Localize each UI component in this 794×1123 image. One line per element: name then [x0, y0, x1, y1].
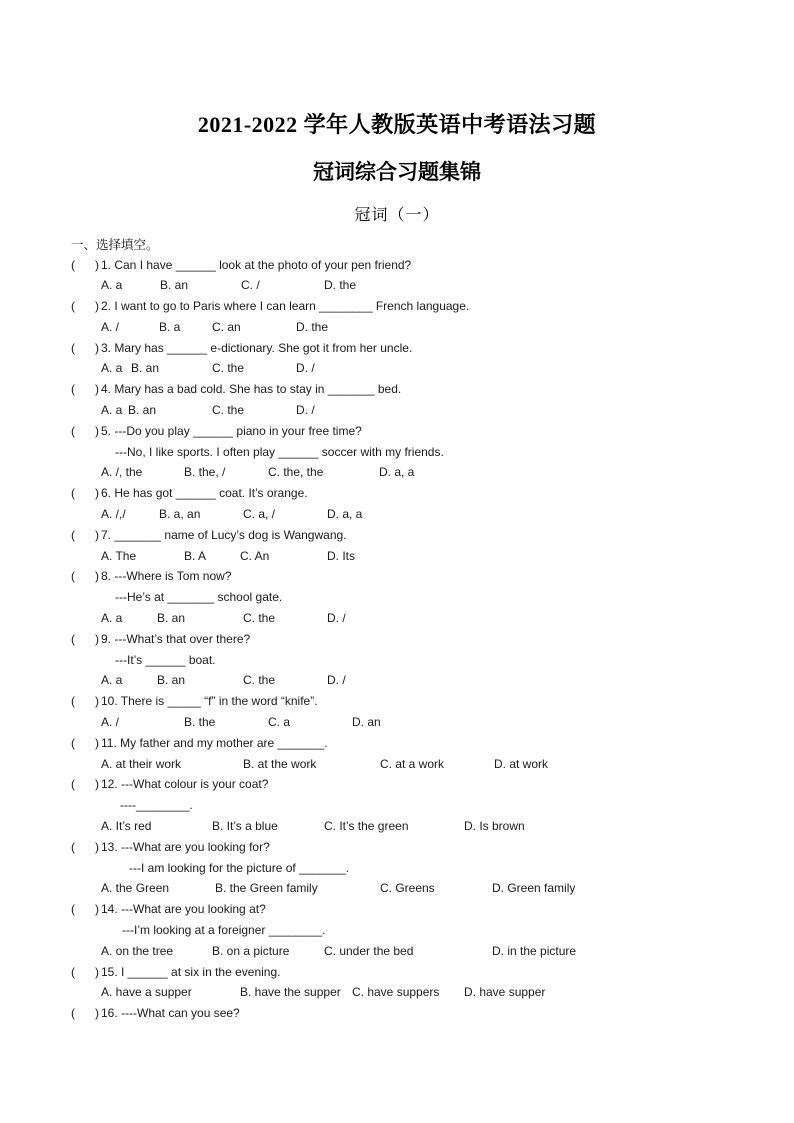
question-text: 6. He has got ______ coat. It’s orange. [101, 486, 308, 500]
option-b: B. a [159, 320, 181, 334]
option-c: C. the [243, 611, 276, 625]
option-d: D. the [324, 278, 357, 292]
option-a: A. a [101, 361, 123, 375]
paren-open: ( [71, 424, 75, 438]
question-text: 4. Mary has a bad cold. She has to stay in _______ bed. [101, 382, 402, 396]
dialogue-response: ---I am looking for the picture of _______. [129, 861, 350, 875]
option-a: A. a [101, 278, 123, 292]
option-c: C. an [212, 320, 241, 334]
option-d: D. / [296, 403, 315, 417]
paren-close: ) [95, 736, 99, 750]
paren-close: ) [95, 258, 99, 272]
option-b: B. an [128, 403, 157, 417]
option-a: A. /, the [101, 465, 143, 479]
question-text: 12. ---What colour is your coat? [101, 777, 269, 791]
option-c: C. the [212, 361, 245, 375]
paren-close: ) [95, 528, 99, 542]
option-b: B. an [131, 361, 160, 375]
option-b: B. an [160, 278, 189, 292]
paren-close: ) [95, 424, 99, 438]
option-d: D. an [352, 715, 381, 729]
paren-close: ) [95, 1006, 99, 1020]
paren-close: ) [95, 632, 99, 646]
option-a: A. a [101, 611, 123, 625]
option-d: D. / [296, 361, 315, 375]
paren-open: ( [71, 1006, 75, 1020]
paren-open: ( [71, 902, 75, 916]
paren-close: ) [95, 777, 99, 791]
document-title: 2021-2022 学年人教版英语中考语法习题 [197, 112, 597, 137]
option-d: D. a, a [379, 465, 415, 479]
option-a: A. / [101, 320, 120, 334]
paren-close: ) [95, 840, 99, 854]
option-b: B. on a picture [212, 944, 290, 958]
option-c: C. Greens [380, 881, 435, 895]
option-d: D. / [327, 673, 346, 687]
option-a: A. the Green [101, 881, 170, 895]
option-a: A. /,/ [101, 507, 126, 521]
paren-open: ( [71, 341, 75, 355]
option-c: C. have suppers [352, 985, 440, 999]
option-c: C. at a work [380, 757, 445, 771]
option-b: B. at the work [243, 757, 317, 771]
option-d: D. at work [494, 757, 549, 771]
paren-open: ( [71, 569, 75, 583]
option-d: D. have supper [464, 985, 546, 999]
dialogue-response: ---I’m looking at a foreigner ________. [122, 923, 326, 937]
paren-close: ) [95, 694, 99, 708]
paren-open: ( [71, 694, 75, 708]
paren-close: ) [95, 965, 99, 979]
option-c: C. It’s the green [324, 819, 409, 833]
option-d: D. / [327, 611, 346, 625]
option-b: B. the, / [184, 465, 226, 479]
option-d: D. Green family [492, 881, 576, 895]
option-a: A. on the tree [101, 944, 174, 958]
option-c: C. a, / [243, 507, 276, 521]
paren-open: ( [71, 382, 75, 396]
paren-open: ( [71, 299, 75, 313]
paren-open: ( [71, 965, 75, 979]
option-c: C. the, the [268, 465, 324, 479]
dialogue-response: ---It’s ______ boat. [115, 653, 216, 667]
paren-open: ( [71, 258, 75, 272]
question-text: 10. There is _____ “f” in the word “knife”. [101, 694, 318, 708]
paren-open: ( [71, 632, 75, 646]
option-b: B. an [157, 611, 186, 625]
paren-close: ) [95, 299, 99, 313]
paren-close: ) [95, 341, 99, 355]
option-a: A. a [101, 673, 123, 687]
option-a: A. at their work [101, 757, 182, 771]
option-a: A. It’s red [101, 819, 152, 833]
paren-open: ( [71, 777, 75, 791]
option-b: B. the [184, 715, 216, 729]
question-text: 5. ---Do you play ______ piano in your free time? [101, 424, 362, 438]
option-a: A. have a supper [101, 985, 192, 999]
part-heading: 一、选择填空。 [71, 238, 159, 252]
question-text: 9. ---What’s that over there? [101, 632, 251, 646]
option-c: C. a [268, 715, 291, 729]
option-b: B. It’s a blue [212, 819, 278, 833]
question-text: 2. I want to go to Paris where I can learn ________ French language. [101, 299, 470, 313]
option-b: B. have the supper [240, 985, 341, 999]
question-text: 7. _______ name of Lucy’s dog is Wangwang. [101, 528, 347, 542]
paren-close: ) [95, 486, 99, 500]
paren-open: ( [71, 736, 75, 750]
option-b: B. A [184, 549, 207, 563]
dialogue-response: ----________. [120, 798, 193, 812]
section-heading: 冠词（一） [354, 207, 440, 224]
option-c: C. An [240, 549, 270, 563]
option-c: C. under the bed [324, 944, 414, 958]
paren-open: ( [71, 486, 75, 500]
option-d: D. Is brown [464, 819, 525, 833]
option-b: B. the Green family [215, 881, 318, 895]
option-d: D. in the picture [492, 944, 577, 958]
option-b: B. a, an [159, 507, 201, 521]
paren-open: ( [71, 528, 75, 542]
question-text: 3. Mary has ______ e-dictionary. She got it from her uncle. [101, 341, 413, 355]
paren-close: ) [95, 382, 99, 396]
question-text: 15. I ______ at six in the evening. [101, 965, 281, 979]
paren-close: ) [95, 569, 99, 583]
option-d: D. Its [327, 549, 356, 563]
dialogue-response: ---No, I like sports. I often play ______ soccer with my friends. [115, 445, 444, 459]
question-text: 8. ---Where is Tom now? [101, 569, 232, 583]
option-c: C. the [212, 403, 245, 417]
option-d: D. the [296, 320, 329, 334]
question-text: 11. My father and my mother are _______. [101, 736, 328, 750]
document-subtitle: 冠词综合习题集锦 [313, 160, 481, 184]
option-a: A. The [101, 549, 137, 563]
option-c: C. / [241, 278, 260, 292]
question-text: 16. ----What can you see? [101, 1006, 240, 1020]
option-d: D. a, a [327, 507, 363, 521]
option-a: A. a [101, 403, 123, 417]
paren-open: ( [71, 840, 75, 854]
option-c: C. the [243, 673, 276, 687]
option-b: B. an [157, 673, 186, 687]
question-text: 13. ---What are you looking for? [101, 840, 270, 854]
option-a: A. / [101, 715, 120, 729]
dialogue-response: ---He’s at _______ school gate. [115, 590, 283, 604]
paren-close: ) [95, 902, 99, 916]
question-text: 1. Can I have ______ look at the photo of your pen friend? [101, 258, 412, 272]
question-text: 14. ---What are you looking at? [101, 902, 266, 916]
